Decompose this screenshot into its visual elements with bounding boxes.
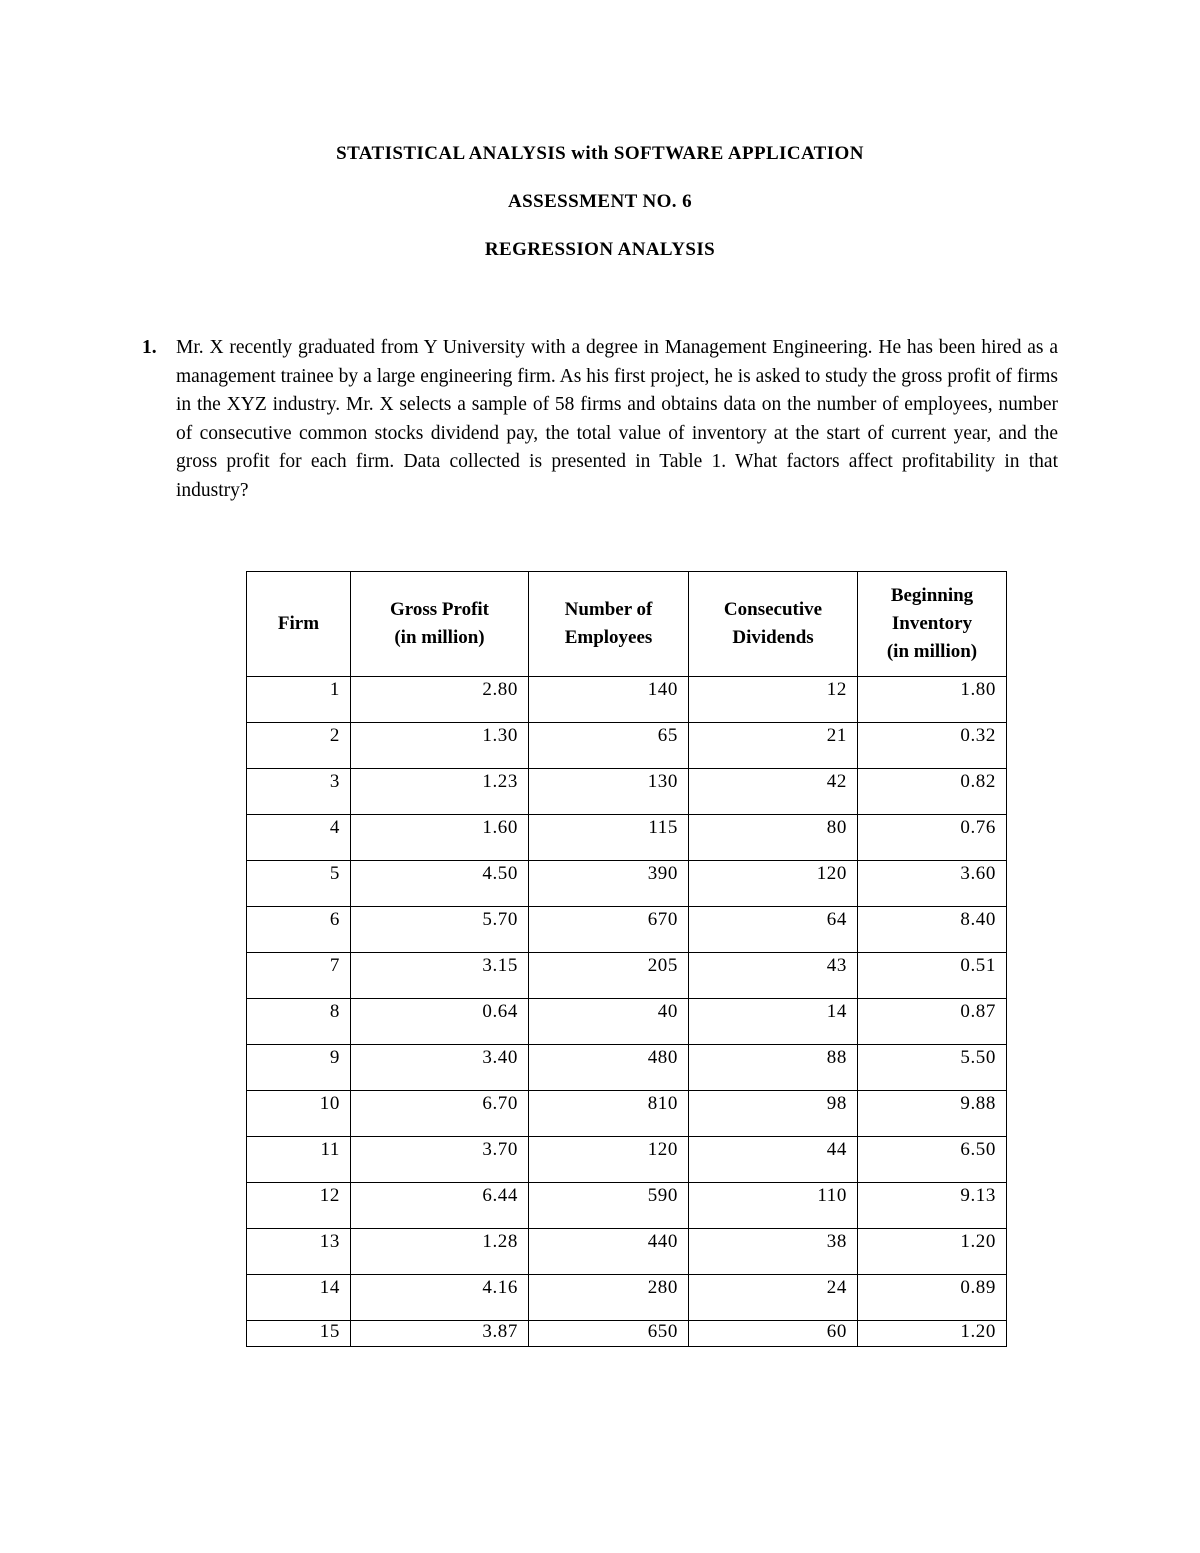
table-row <box>247 1137 1007 1183</box>
header-line: Firm <box>277 613 320 634</box>
header-dividends <box>689 572 858 677</box>
employees-cell: 140 <box>529 677 689 723</box>
dividends-cell: 80 <box>689 815 858 861</box>
header-line: Number of <box>564 599 653 620</box>
table-row <box>247 1183 1007 1229</box>
firm-cell: 5 <box>247 861 351 907</box>
inventory-cell: 0.32 <box>858 723 1007 769</box>
gross-profit-cell: 4.50 <box>351 861 529 907</box>
gross-profit-cell: 6.44 <box>351 1183 529 1229</box>
employees-cell: 590 <box>529 1183 689 1229</box>
question-1 <box>142 334 1062 506</box>
assessment-number: ASSESSMENT NO. 6 <box>508 191 692 212</box>
employees-cell: 205 <box>529 953 689 999</box>
employees-cell: 390 <box>529 861 689 907</box>
table-row <box>247 769 1007 815</box>
inventory-cell: 6.50 <box>858 1137 1007 1183</box>
firm-data-table <box>246 571 1007 1347</box>
header-line: (in million) <box>886 641 978 662</box>
dividends-cell: 24 <box>689 1275 858 1321</box>
gross-profit-cell: 5.70 <box>351 907 529 953</box>
table-row <box>247 999 1007 1045</box>
header-firm <box>247 572 351 677</box>
firm-cell: 8 <box>247 999 351 1045</box>
firm-cell: 15 <box>247 1321 351 1347</box>
table-row <box>247 1045 1007 1091</box>
firm-cell: 3 <box>247 769 351 815</box>
topic-title: REGRESSION ANALYSIS <box>484 239 716 260</box>
dividends-cell: 43 <box>689 953 858 999</box>
gross-profit-cell: 2.80 <box>351 677 529 723</box>
table-row <box>247 1321 1007 1347</box>
table-row <box>247 1091 1007 1137</box>
firm-cell: 6 <box>247 907 351 953</box>
gross-profit-cell: 3.40 <box>351 1045 529 1091</box>
header-line: Consecutive <box>723 599 823 620</box>
header-line: Employees <box>564 627 653 648</box>
employees-cell: 650 <box>529 1321 689 1347</box>
inventory-cell: 0.87 <box>858 999 1007 1045</box>
gross-profit-cell: 4.16 <box>351 1275 529 1321</box>
dividends-cell: 44 <box>689 1137 858 1183</box>
inventory-cell: 8.40 <box>858 907 1007 953</box>
gross-profit-cell: 1.30 <box>351 723 529 769</box>
question-number: 1. <box>142 337 157 358</box>
employees-cell: 130 <box>529 769 689 815</box>
employees-cell: 810 <box>529 1091 689 1137</box>
header-line: Inventory <box>891 613 973 634</box>
employees-cell: 480 <box>529 1045 689 1091</box>
table-row <box>247 1275 1007 1321</box>
table-row <box>247 953 1007 999</box>
header-inventory <box>858 572 1007 677</box>
firm-cell: 7 <box>247 953 351 999</box>
firm-cell: 4 <box>247 815 351 861</box>
firm-cell: 1 <box>247 677 351 723</box>
dividends-cell: 120 <box>689 861 858 907</box>
header-line: (in million) <box>394 627 485 648</box>
dividends-cell: 42 <box>689 769 858 815</box>
inventory-cell: 0.82 <box>858 769 1007 815</box>
table-body <box>247 677 1007 1347</box>
employees-cell: 115 <box>529 815 689 861</box>
dividends-cell: 21 <box>689 723 858 769</box>
dividends-cell: 110 <box>689 1183 858 1229</box>
document-title: STATISTICAL ANALYSIS with SOFTWARE APPLICATION <box>336 143 864 164</box>
inventory-cell: 0.51 <box>858 953 1007 999</box>
header-employees <box>529 572 689 677</box>
header-line: Dividends <box>732 627 814 648</box>
gross-profit-cell: 3.87 <box>351 1321 529 1347</box>
table-row <box>247 677 1007 723</box>
inventory-cell: 0.89 <box>858 1275 1007 1321</box>
firm-cell: 11 <box>247 1137 351 1183</box>
table-row <box>247 861 1007 907</box>
table-row <box>247 1229 1007 1275</box>
inventory-cell: 3.60 <box>858 861 1007 907</box>
table-row <box>247 815 1007 861</box>
firm-cell: 9 <box>247 1045 351 1091</box>
dividends-cell: 60 <box>689 1321 858 1347</box>
inventory-cell: 9.88 <box>858 1091 1007 1137</box>
table-header-row <box>247 572 1007 677</box>
gross-profit-cell: 1.28 <box>351 1229 529 1275</box>
employees-cell: 65 <box>529 723 689 769</box>
dividends-cell: 38 <box>689 1229 858 1275</box>
gross-profit-cell: 0.64 <box>351 999 529 1045</box>
firm-cell: 10 <box>247 1091 351 1137</box>
question-text: Mr. X recently graduated from Y University with a degree in Management Engineering. He has been hired as a management trainee by a large engineering firm. As his first project, he is asked to study the gross profit of firms in the XYZ industry. Mr. X selects a sample of 58 firms and obtains data on the number of employees, number of consecutive common stocks dividend pay, the total value of inventory at the start of current year, and the gross profit for each firm. Data collected is presented in Table 1. What factors affect profitability in that industry? <box>176 337 1058 501</box>
employees-cell: 40 <box>529 999 689 1045</box>
inventory-cell: 1.20 <box>858 1229 1007 1275</box>
gross-profit-cell: 1.60 <box>351 815 529 861</box>
inventory-cell: 0.76 <box>858 815 1007 861</box>
table-row <box>247 907 1007 953</box>
dividends-cell: 98 <box>689 1091 858 1137</box>
header-line: Gross Profit <box>389 599 490 620</box>
inventory-cell: 5.50 <box>858 1045 1007 1091</box>
firm-cell: 13 <box>247 1229 351 1275</box>
employees-cell: 120 <box>529 1137 689 1183</box>
dividends-cell: 88 <box>689 1045 858 1091</box>
dividends-cell: 14 <box>689 999 858 1045</box>
inventory-cell: 1.80 <box>858 677 1007 723</box>
gross-profit-cell: 1.23 <box>351 769 529 815</box>
gross-profit-cell: 3.15 <box>351 953 529 999</box>
dividends-cell: 12 <box>689 677 858 723</box>
gross-profit-cell: 6.70 <box>351 1091 529 1137</box>
firm-cell: 2 <box>247 723 351 769</box>
header-gross-profit <box>351 572 529 677</box>
table-row <box>247 723 1007 769</box>
employees-cell: 670 <box>529 907 689 953</box>
firm-cell: 14 <box>247 1275 351 1321</box>
inventory-cell: 9.13 <box>858 1183 1007 1229</box>
header-line: Beginning <box>890 585 974 606</box>
gross-profit-cell: 3.70 <box>351 1137 529 1183</box>
employees-cell: 440 <box>529 1229 689 1275</box>
employees-cell: 280 <box>529 1275 689 1321</box>
inventory-cell: 1.20 <box>858 1321 1007 1347</box>
dividends-cell: 64 <box>689 907 858 953</box>
firm-cell: 12 <box>247 1183 351 1229</box>
